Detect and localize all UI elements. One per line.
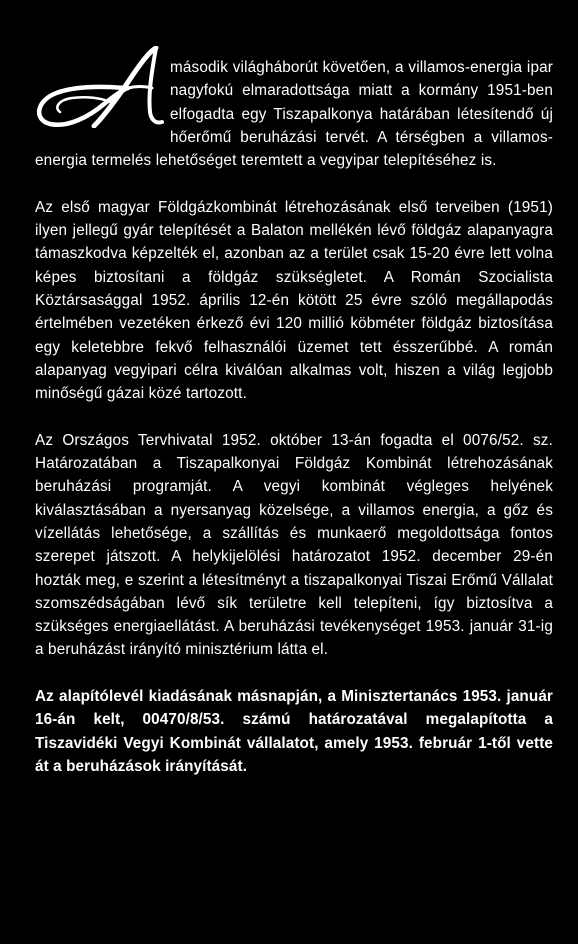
dropcap-flourish-icon — [32, 46, 166, 128]
paragraph-4-bold — [35, 685, 553, 778]
paragraph-2 — [35, 196, 553, 406]
paragraph-3-text: Az Országos Tervhivatal 1952. október 13-án fogadta el 0076/52. sz. Határozatában a Tiszapalkonyai Földgáz Kombinát létrehozásának beruházási programját. A vegyi kombinát végleges helyének kiválasztásában a nyersanyag közelsége, a villamos energia, a gőz és vízellátás lehetősége, a szállítás és munkaerő megoldottsága fontos szerepet játszott. A helykijelölési határozatot 1952. december 29-én hozták meg, e szerint a létesítményt a tiszapalkonyai Tiszai Erőmű Vállalat szomszédságában lévő sík területre kell telepíteni, így biztosítva a szükséges energiaellátást. A beruházási tevékenységet 1953. január 31-ig a beruházást irányító minisztérium látta el. — [35, 431, 553, 659]
paragraph-1-text: második világháborút követően, a villamos-energia ipar nagyfokú elmaradottsága miatt a kormány 1951-ben elfogadta egy Tiszapalkonya határában létesítendő új hőerőmű beruházási tervét. A térségben a villamos-energia termelés lehetőséget teremtett a vegyipar telepítéséhez is. — [35, 59, 553, 170]
paragraph-2-text: Az első magyar Földgázkombinát létrehozásának első terveiben (1951) ilyen jellegű gyár telepítését a Balaton mellékén lévő földgáz alapanyagra támaszkodva képzelték el, azonban az a terület csak 15-20 évre lett volna képes biztosítani a földgáz szükségletet. A Román Szocialista Köztársasággal 1952. április 12-én kötött 25 évre szóló megállapodás értelmében vezetéken érkező évi 120 millió köbméter földgáz biztosítása egy keletebbre fekvő felhasználói üzemet tett ésszerűbbé. A román alapanyag vegyipari célra kiválóan alkalmas volt, hiszen a világ legjobb minőségű gázai közé tartozott. — [35, 198, 553, 403]
article — [35, 56, 553, 778]
paragraph-3 — [35, 429, 553, 662]
paragraph-4-text: Az alapítólevél kiadásának másnapján, a Minisztertanács 1953. január 16-án kelt, 00470/8/53. számú határozatával megalapította a Tiszavidéki Vegyi Kombinát vállalatot, amely 1953. február 1-től vette át a beruházások irányítását. — [35, 688, 553, 775]
dropcap-decorative-letter — [32, 46, 166, 128]
paragraph-1 — [35, 56, 553, 172]
